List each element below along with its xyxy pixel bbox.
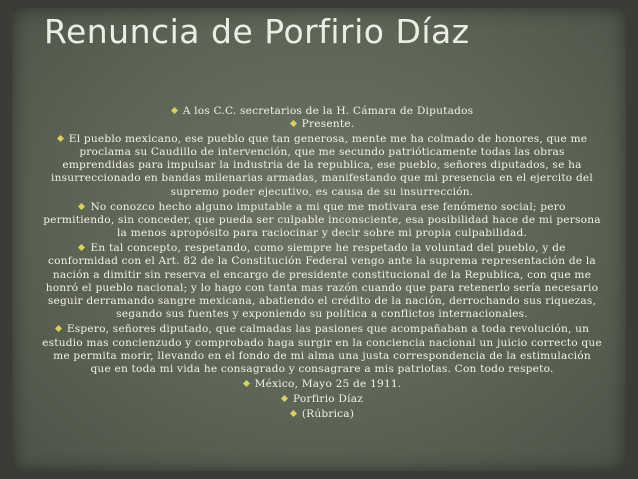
bullet-text: En tal concepto, respetando, como siempre he respetado la voluntad del pueblo, y de conformidad con el Art. 82 de la Constitución Federal vengo ante la suprema representación de la nación a dimitir sin reserva el encargo de presidente constitucional de la Republica, con que me honró el pueblo nacional; y lo hago con tanta mas razón cuando que para retenerlo sería necesario seguir derramando sangre mexicana, abatiendo el crédito de la nación, derrochando sus riquezas, segando sus fuentes y exponiendo su política a conflictos internacionales.: [45, 241, 599, 321]
bullet-text: A los C.C. secretarios de la H. Cámara de Diputados: [182, 105, 474, 117]
diamond-icon: [78, 244, 85, 251]
bullet-text: (Rúbrica): [301, 407, 355, 420]
slide-title: Renuncia de Porfirio Díaz: [44, 12, 470, 51]
diamond-icon: [57, 135, 64, 142]
bullet-paragraph: [42, 393, 602, 406]
diamond-icon: [171, 107, 178, 114]
bullet-text: Presente.: [301, 118, 355, 131]
bullet-text: Espero, señores diputado, que calmadas las pasiones que acompañaban a toda revolución, un estudio mas concienzudo y comprobado haga surgir en la conciencia nacional un juicio correcto que me permita morir, llevando en el fondo de mi alma una justa correspondencia de la estimulación que en toda mi vida he consagrado y consagrare a mis patriotas. Con todo respeto.: [42, 323, 602, 376]
bullet-paragraph: [42, 323, 602, 376]
bullet-paragraph: [42, 133, 602, 199]
diamond-icon: [281, 395, 288, 402]
bullet-text: No conozco hecho alguno imputable a mi que me motivara ese fenómeno social; pero permitiendo, sin conceder, que pueda ser culpable inconsciente, esa posibilidad hace de mi persona la menos apropósito para raciocinar y decir sobre mi propia culpabilidad.: [43, 200, 601, 240]
diamond-icon: [290, 120, 297, 127]
bullet-paragraph: [42, 118, 602, 131]
bullet-text: El pueblo mexicano, ese pueblo que tan generosa, mente me ha colmado de honores, que me proclama su Caudillo de intervención, que me secundo patrióticamente todas las obras emprendidas para impulsar la industria de la republica, ese pueblo, señores diputados, se ha insurreccionado en bandas milenarias armadas, manifestando que mi presencia en el ejercito del supremo poder ejecutivo, es causa de su insurrección.: [50, 132, 593, 198]
slide-body: [42, 105, 602, 422]
diamond-icon: [243, 380, 250, 387]
diamond-icon: [290, 410, 297, 417]
bullet-paragraph: [42, 378, 602, 391]
bullet-paragraph: [42, 242, 602, 322]
diamond-icon: [78, 203, 85, 210]
bullet-paragraph: [42, 105, 602, 118]
bullet-paragraph: [42, 408, 602, 421]
bullet-paragraph: [42, 201, 602, 241]
diamond-icon: [55, 325, 62, 332]
bullet-text: México, Mayo 25 de 1911.: [254, 377, 402, 390]
bullet-text: Porfirio Díaz: [292, 392, 364, 405]
